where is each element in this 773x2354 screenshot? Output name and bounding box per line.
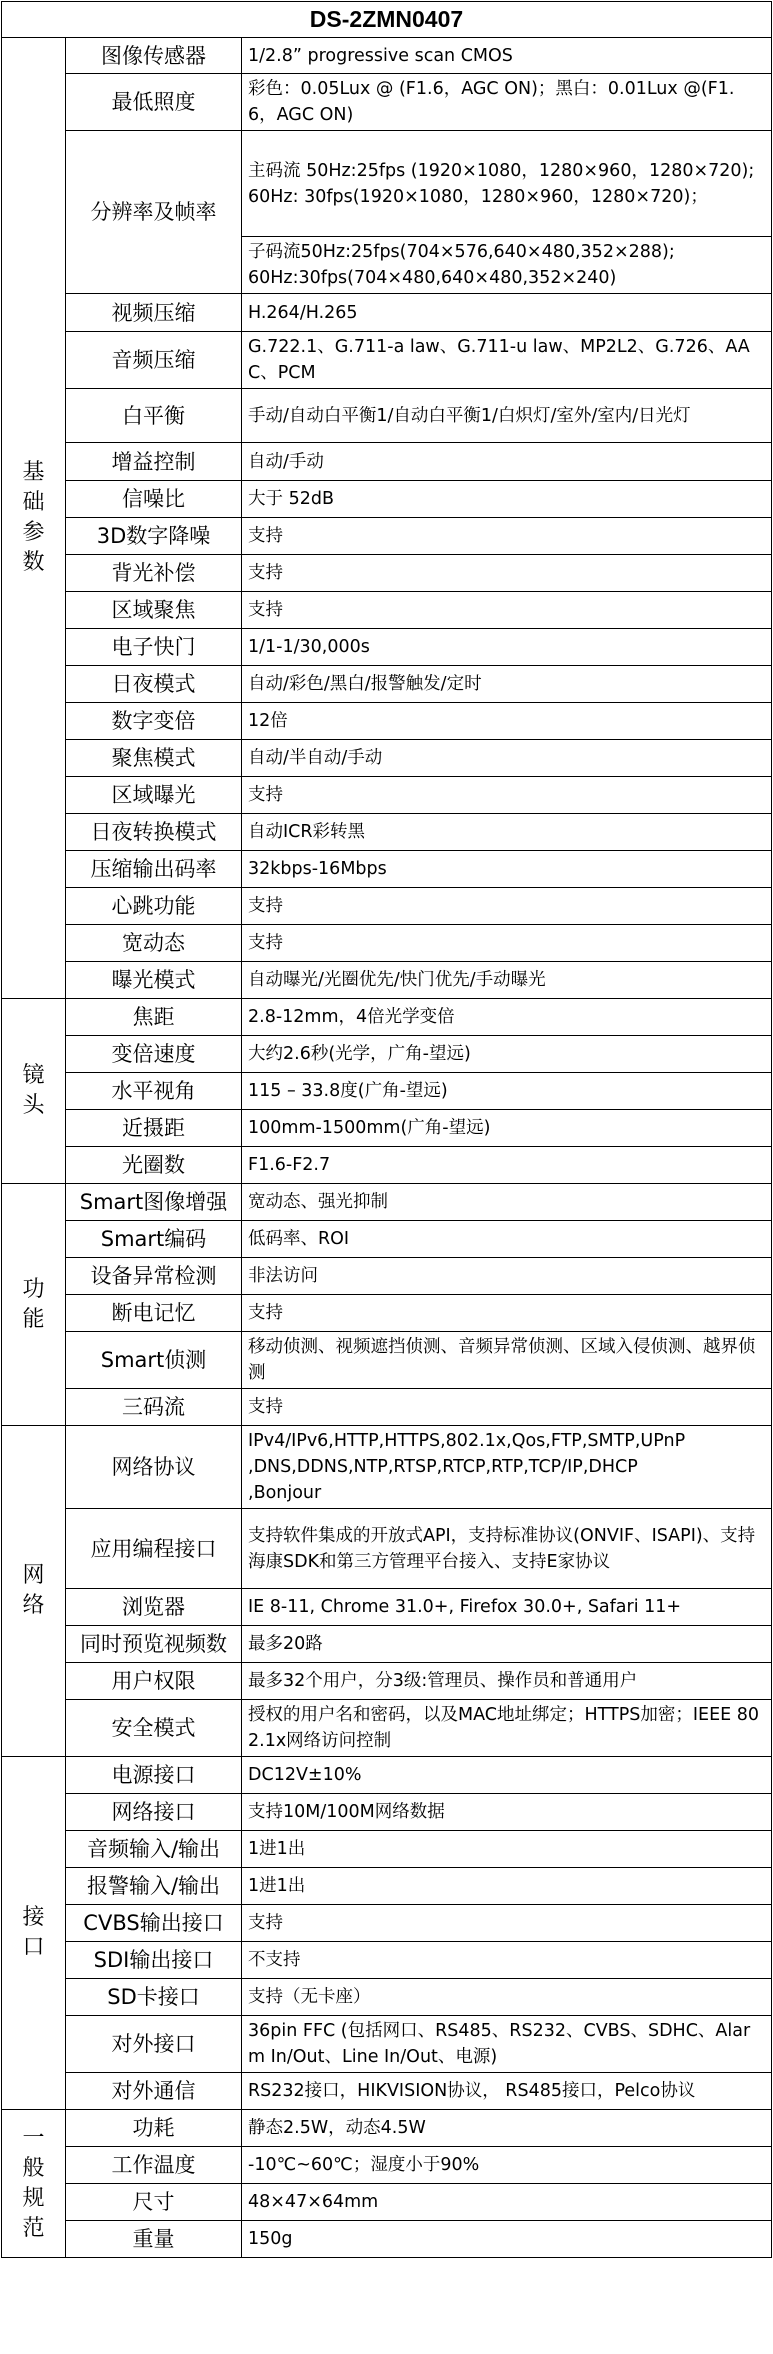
spec-value-cell <box>242 1868 772 1905</box>
spec-value: 支持10M/100M网络数据 <box>248 1802 445 1822</box>
spec-value: DC12V±10% <box>248 1765 362 1785</box>
spec-row <box>2 592 772 629</box>
spec-value: 支持 <box>248 1397 283 1417</box>
spec-label: SDI输出接口 <box>66 1942 242 1979</box>
spec-value: 自动/半自动/手动 <box>248 748 383 768</box>
spec-label: 网络协议 <box>66 1426 242 1509</box>
spec-label: 焦距 <box>66 999 242 1036</box>
spec-row <box>2 1184 772 1221</box>
spec-value-cell <box>242 629 772 666</box>
spec-label: Smart图像增强 <box>66 1184 242 1221</box>
spec-value-cell <box>242 294 772 332</box>
spec-value: 主码流 50Hz:25fps (1920×1080，1280×960，1280×720);60Hz: 30fps(1920×1080，1280×960，1280×720)； <box>248 160 755 207</box>
group-name: 一般规范 <box>2 2110 66 2258</box>
spec-value: 静态2.5W，动态4.5W <box>248 2118 426 2138</box>
spec-row <box>2 999 772 1036</box>
spec-row <box>2 1868 772 1905</box>
spec-label: 白平衡 <box>66 389 242 443</box>
spec-value-cell <box>242 1073 772 1110</box>
spec-value-cell <box>242 2016 772 2073</box>
title-row <box>2 2 772 38</box>
spec-label: 尺寸 <box>66 2184 242 2221</box>
spec-value: 授权的用户名和密码，以及MAC地址绑定；HTTPS加密；IEEE 802.1x网络访问控制 <box>248 1705 760 1751</box>
spec-value-cell <box>242 2184 772 2221</box>
spec-value-cell <box>242 1509 772 1589</box>
spec-value-cell <box>242 555 772 592</box>
spec-row <box>2 1110 772 1147</box>
spec-label: SD卡接口 <box>66 1979 242 2016</box>
group-name: 网络 <box>2 1426 66 1757</box>
spec-value-cell <box>242 1794 772 1831</box>
spec-row <box>2 2016 772 2073</box>
spec-label: 三码流 <box>66 1389 242 1426</box>
spec-row <box>2 851 772 888</box>
spec-value: 不支持 <box>248 1950 301 1970</box>
spec-value: 100mm-1500mm(广角-望远) <box>248 1118 491 1138</box>
spec-row <box>2 38 772 74</box>
spec-value: 大约2.6秒(光学，广角-望远) <box>248 1044 471 1064</box>
spec-label: 近摄距 <box>66 1110 242 1147</box>
spec-row <box>2 1332 772 1389</box>
spec-value-cell <box>242 1663 772 1700</box>
spec-row <box>2 518 772 555</box>
spec-value: RS232接口，HIKVISION协议， RS485接口，Pelco协议 <box>248 2081 696 2101</box>
spec-value-cell <box>242 131 772 237</box>
spec-row <box>2 1700 772 1757</box>
spec-value-cell <box>242 740 772 777</box>
spec-value: 支持 <box>248 600 283 620</box>
spec-value: 最多32个用户，分3级:管理员、操作员和普通用户 <box>248 1671 638 1691</box>
spec-value-cell <box>242 1426 772 1509</box>
spec-value-cell <box>242 1979 772 2016</box>
spec-value-cell <box>242 2147 772 2184</box>
spec-value-cell <box>242 237 772 294</box>
spec-value-cell <box>242 962 772 999</box>
spec-value: 32kbps-16Mbps <box>248 859 387 879</box>
spec-label: 区域曝光 <box>66 777 242 814</box>
group-name: 功能 <box>2 1184 66 1426</box>
spec-row <box>2 1831 772 1868</box>
spec-label: 浏览器 <box>66 1589 242 1626</box>
spec-value-cell <box>242 2221 772 2258</box>
spec-value: 支持 <box>248 526 283 546</box>
group-name: 基础参数 <box>2 38 66 999</box>
group-name: 接口 <box>2 1757 66 2110</box>
spec-row <box>2 443 772 481</box>
spec-value: H.264/H.265 <box>248 302 358 323</box>
spec-value-cell <box>242 1389 772 1426</box>
spec-value-cell <box>242 777 772 814</box>
spec-value: 大于 52dB <box>248 489 334 509</box>
spec-label: 背光补偿 <box>66 555 242 592</box>
spec-value-cell <box>242 703 772 740</box>
spec-value-cell <box>242 1589 772 1626</box>
spec-value: -10℃~60℃；湿度小于90% <box>248 2155 480 2175</box>
spec-label: 断电记忆 <box>66 1295 242 1332</box>
spec-row <box>2 1509 772 1589</box>
spec-row <box>2 2147 772 2184</box>
spec-row <box>2 703 772 740</box>
spec-label: 图像传感器 <box>66 38 242 74</box>
spec-value: 最多20路 <box>248 1634 323 1654</box>
spec-value-cell <box>242 1258 772 1295</box>
spec-row <box>2 2221 772 2258</box>
spec-label: 网络接口 <box>66 1794 242 1831</box>
spec-value-cell <box>242 1626 772 1663</box>
spec-row <box>2 389 772 443</box>
spec-value: 150g <box>248 2229 293 2249</box>
spec-label: 分辨率及帧率 <box>66 131 242 294</box>
spec-label: 电源接口 <box>66 1757 242 1794</box>
spec-value: 1/2.8” progressive scan CMOS <box>248 45 513 66</box>
spec-label: 用户权限 <box>66 1663 242 1700</box>
spec-value: 彩色：0.05Lux @ (F1.6，AGC ON)；黑白：0.01Lux @(F1.6，AGC ON) <box>248 79 735 125</box>
spec-row <box>2 1073 772 1110</box>
spec-row <box>2 131 772 237</box>
spec-value-cell <box>242 2073 772 2110</box>
spec-table-body <box>2 2 772 2258</box>
spec-label: 数字变倍 <box>66 703 242 740</box>
spec-value-cell <box>242 2110 772 2147</box>
spec-value-cell <box>242 592 772 629</box>
spec-value: 1进1出 <box>248 1839 306 1859</box>
spec-value: 自动ICR彩转黑 <box>248 822 366 842</box>
spec-value: 115 – 33.8度(广角-望远) <box>248 1081 448 1101</box>
spec-row <box>2 294 772 332</box>
spec-row <box>2 1295 772 1332</box>
spec-value: 支持 <box>248 896 283 916</box>
spec-row <box>2 1905 772 1942</box>
spec-label: 水平视角 <box>66 1073 242 1110</box>
spec-label: 重量 <box>66 2221 242 2258</box>
spec-label: 设备异常检测 <box>66 1258 242 1295</box>
spec-row <box>2 2110 772 2147</box>
spec-label: Smart编码 <box>66 1221 242 1258</box>
spec-value-cell <box>242 888 772 925</box>
spec-value-cell <box>242 1700 772 1757</box>
spec-row <box>2 1389 772 1426</box>
spec-value: 子码流50Hz:25fps(704×576,640×480,352×288); 60Hz:30fps(704×480,640×480,352×240) <box>248 242 675 288</box>
spec-row <box>2 1221 772 1258</box>
spec-label: 宽动态 <box>66 925 242 962</box>
spec-value: 1进1出 <box>248 1876 306 1896</box>
spec-row <box>2 1426 772 1509</box>
spec-value: 手动/自动白平衡1/自动白平衡1/白炽灯/室外/室内/日光灯 <box>248 405 691 426</box>
spec-row <box>2 740 772 777</box>
spec-value-cell <box>242 443 772 481</box>
spec-value: G.722.1、G.711-a law、G.711-u law、MP2L2、G.726、AAC、PCM <box>248 337 750 383</box>
spec-value: 自动/手动 <box>248 451 324 472</box>
spec-value: 36pin FFC (包括网口、RS485、RS232、CVBS、SDHC、Alarm In/Out、Line In/Out、电源) <box>248 2021 751 2067</box>
spec-value: 支持（无卡座） <box>248 1987 371 2007</box>
spec-label: 日夜模式 <box>66 666 242 703</box>
spec-label: 曝光模式 <box>66 962 242 999</box>
spec-value-cell <box>242 666 772 703</box>
spec-row <box>2 1626 772 1663</box>
spec-row <box>2 1663 772 1700</box>
spec-label: 对外接口 <box>66 2016 242 2073</box>
spec-label: 安全模式 <box>66 1700 242 1757</box>
spec-label: 最低照度 <box>66 74 242 131</box>
spec-label: 变倍速度 <box>66 1036 242 1073</box>
spec-label: 3D数字降噪 <box>66 518 242 555</box>
spec-value-cell <box>242 332 772 389</box>
spec-row <box>2 1147 772 1184</box>
spec-row <box>2 74 772 131</box>
group-name: 镜头 <box>2 999 66 1184</box>
spec-label: 功耗 <box>66 2110 242 2147</box>
spec-value-cell <box>242 38 772 74</box>
spec-row <box>2 925 772 962</box>
spec-value-cell <box>242 1831 772 1868</box>
spec-value-cell <box>242 1110 772 1147</box>
spec-value: 支持 <box>248 785 283 805</box>
spec-label: 报警输入/输出 <box>66 1868 242 1905</box>
spec-row <box>2 1258 772 1295</box>
spec-label: 视频压缩 <box>66 294 242 332</box>
spec-value-cell <box>242 925 772 962</box>
spec-value: 支持软件集成的开放式API，支持标准协议(ONVIF、ISAPI)、支持海康SDK和第三方管理平台接入、支持E家协议 <box>248 1525 756 1572</box>
spec-value: IPv4/IPv6,HTTP,HTTPS,802.1x,Qos,FTP,SMTP,UPnP ,DNS,DDNS,NTP,RTSP,RTCP,RTP,TCP/IP,DHCP ,Bonjour <box>248 1431 686 1503</box>
spec-value: 宽动态、强光抑制 <box>248 1192 388 1212</box>
spec-label: 光圈数 <box>66 1147 242 1184</box>
spec-label: Smart侦测 <box>66 1332 242 1389</box>
spec-label: 压缩输出码率 <box>66 851 242 888</box>
spec-value-cell <box>242 1942 772 1979</box>
spec-label: 工作温度 <box>66 2147 242 2184</box>
spec-label: 增益控制 <box>66 443 242 481</box>
spec-label: 信噪比 <box>66 481 242 518</box>
spec-value-cell <box>242 1184 772 1221</box>
spec-value: 支持 <box>248 933 283 953</box>
spec-value: 48×47×64mm <box>248 2192 379 2212</box>
spec-row <box>2 888 772 925</box>
spec-row <box>2 666 772 703</box>
spec-label: 电子快门 <box>66 629 242 666</box>
spec-row <box>2 1036 772 1073</box>
spec-value: 低码率、ROI <box>248 1229 350 1249</box>
spec-label: 音频输入/输出 <box>66 1831 242 1868</box>
spec-label: 心跳功能 <box>66 888 242 925</box>
spec-label: CVBS输出接口 <box>66 1905 242 1942</box>
spec-row <box>2 1979 772 2016</box>
spec-row <box>2 555 772 592</box>
spec-value-cell <box>242 1147 772 1184</box>
spec-row <box>2 1589 772 1626</box>
spec-value: 2.8-12mm，4倍光学变倍 <box>248 1007 455 1027</box>
spec-label: 日夜转换模式 <box>66 814 242 851</box>
spec-label: 聚焦模式 <box>66 740 242 777</box>
spec-value-cell <box>242 1332 772 1389</box>
spec-label: 对外通信 <box>66 2073 242 2110</box>
spec-value-cell <box>242 1036 772 1073</box>
spec-table <box>1 1 772 2258</box>
spec-value: F1.6-F2.7 <box>248 1155 331 1175</box>
spec-value: 12倍 <box>248 711 288 731</box>
spec-row <box>2 1794 772 1831</box>
spec-value-cell <box>242 814 772 851</box>
spec-value-cell <box>242 481 772 518</box>
spec-label: 区域聚焦 <box>66 592 242 629</box>
spec-value-cell <box>242 851 772 888</box>
spec-row <box>2 814 772 851</box>
spec-row <box>2 1942 772 1979</box>
spec-row <box>2 777 772 814</box>
spec-row <box>2 2184 772 2221</box>
spec-value-cell <box>242 1905 772 1942</box>
spec-value: 非法访问 <box>248 1266 318 1286</box>
spec-value: 自动曝光/光圈优先/快门优先/手动曝光 <box>248 970 546 990</box>
spec-row <box>2 629 772 666</box>
spec-row <box>2 2073 772 2110</box>
spec-value: 1/1-1/30,000s <box>248 637 370 657</box>
spec-row <box>2 332 772 389</box>
spec-label: 同时预览视频数 <box>66 1626 242 1663</box>
spec-row <box>2 1757 772 1794</box>
spec-value-cell <box>242 1757 772 1794</box>
spec-value: 自动/彩色/黑白/报警触发/定时 <box>248 674 482 694</box>
spec-label: 音频压缩 <box>66 332 242 389</box>
spec-row <box>2 962 772 999</box>
spec-value: 支持 <box>248 563 283 583</box>
spec-value-cell <box>242 1295 772 1332</box>
model-title: DS-2ZMN0407 <box>2 2 772 38</box>
spec-value: IE 8-11, Chrome 31.0+, Firefox 30.0+, Safari 11+ <box>248 1597 682 1617</box>
spec-value: 支持 <box>248 1303 283 1323</box>
spec-value: 移动侦测、视频遮挡侦测、音频异常侦测、区域入侵侦测、越界侦测 <box>248 1337 756 1383</box>
spec-value-cell <box>242 1221 772 1258</box>
spec-value-cell <box>242 518 772 555</box>
spec-value-cell <box>242 999 772 1036</box>
spec-label: 应用编程接口 <box>66 1509 242 1589</box>
spec-value-cell <box>242 389 772 443</box>
spec-value: 支持 <box>248 1913 283 1933</box>
spec-row <box>2 481 772 518</box>
spec-value-cell <box>242 74 772 131</box>
